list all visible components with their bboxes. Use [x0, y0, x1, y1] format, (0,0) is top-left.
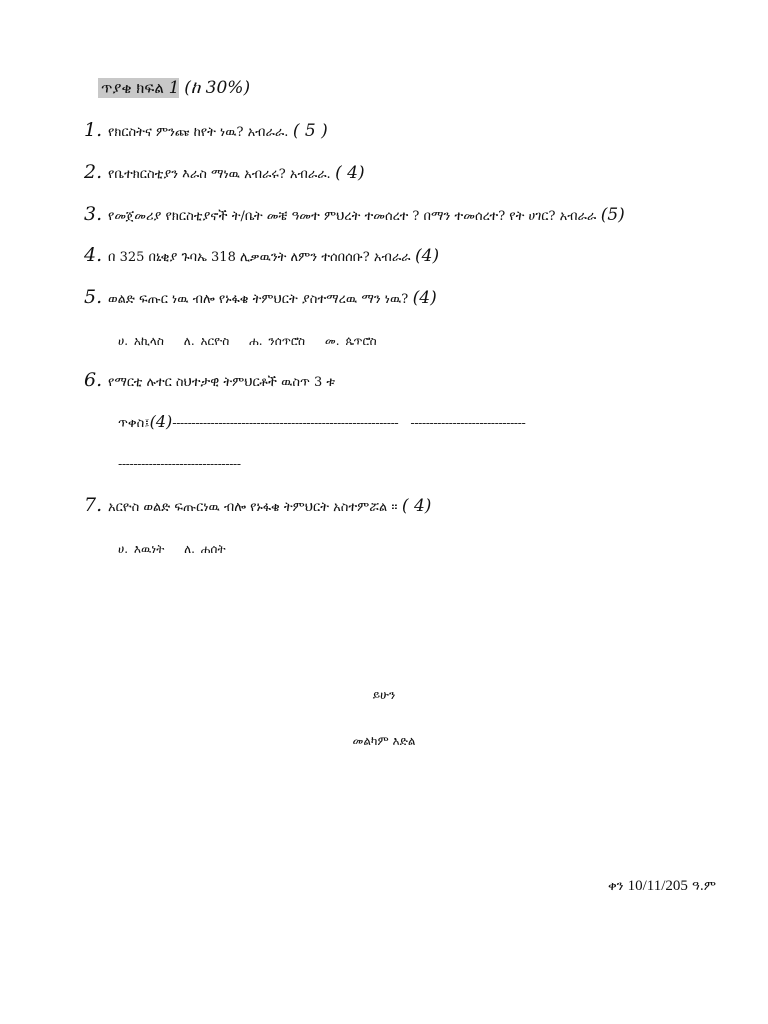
question-6-answer-line-2 [118, 454, 241, 475]
section-weight: (ከ 30%) [184, 78, 251, 98]
answer-blank-1: ----------------------------------------------------------- [172, 416, 399, 430]
answer-blank-3: -------------------------------- [118, 457, 241, 471]
choice-c: ሐ. ንሰጥሮስ [249, 334, 306, 348]
choice-d: መ. ጴጥሮስ [324, 334, 377, 348]
choice-false: ለ. ሐሰት [184, 542, 226, 556]
question-5: 5. ወልድ ፍጡር ነዉ ብሎ የኑፋቄ ትምህርት ያስተማረዉ ማን ነዉ? (4) [84, 286, 437, 308]
question-4: 4. በ 325 በኒቂያ ጉባኤ 318 ሊቃዉንት ለምን ተሰበሰቡ? አብራራ (4) [84, 244, 440, 266]
section-label: ጥያቄ ክፍል 1 [98, 78, 179, 98]
answer-blank-2: ------------------------------ [410, 416, 526, 430]
question-1: 1. የክርስትና ምንጩ ከየት ነዉ? አብራራ. ( 5 ) [84, 119, 328, 141]
question-6: 6. የማርቲ ሉተር ስህተታዊ ትምህርቶች ዉስጥ 3 ቱ [84, 369, 336, 391]
choice-b: ለ. አርዮስ [183, 334, 230, 348]
choice-true: ሀ. እዉነት [118, 542, 165, 556]
question-2: 2. የቤተክርስቲያን እራስ ማነዉ አብራሩ? አብራራ. ( 4) [84, 161, 365, 183]
closing-line-2: መልካም እድል [352, 734, 416, 748]
exam-date: ቀን 10/11/205 ዓ.ም [607, 878, 716, 894]
question-5-choices [118, 331, 391, 351]
question-3: 3. የመጀመሪያ የክርስቲያኖች ት/ቤት መቼ ዓመተ ምህረት ተመሰረተ ? በማን ተመሰረተ? የት ሀገር? አብራራ (5) [84, 203, 625, 225]
closing-line-1: ይሁን [372, 688, 396, 702]
question-7-choices [118, 539, 240, 559]
choice-a: ሀ. አኪላስ [118, 334, 164, 348]
question-6-answer-line: ጥቀስ፤(4)----------------------------------------------------------- ------------------------------ [118, 412, 526, 431]
section-header [98, 78, 250, 98]
question-7: 7. አርዮስ ወልድ ፍጡርነዉ ብሎ የኑፋቄ ትምህርት አስተምሯል ። ( 4) [84, 494, 432, 516]
